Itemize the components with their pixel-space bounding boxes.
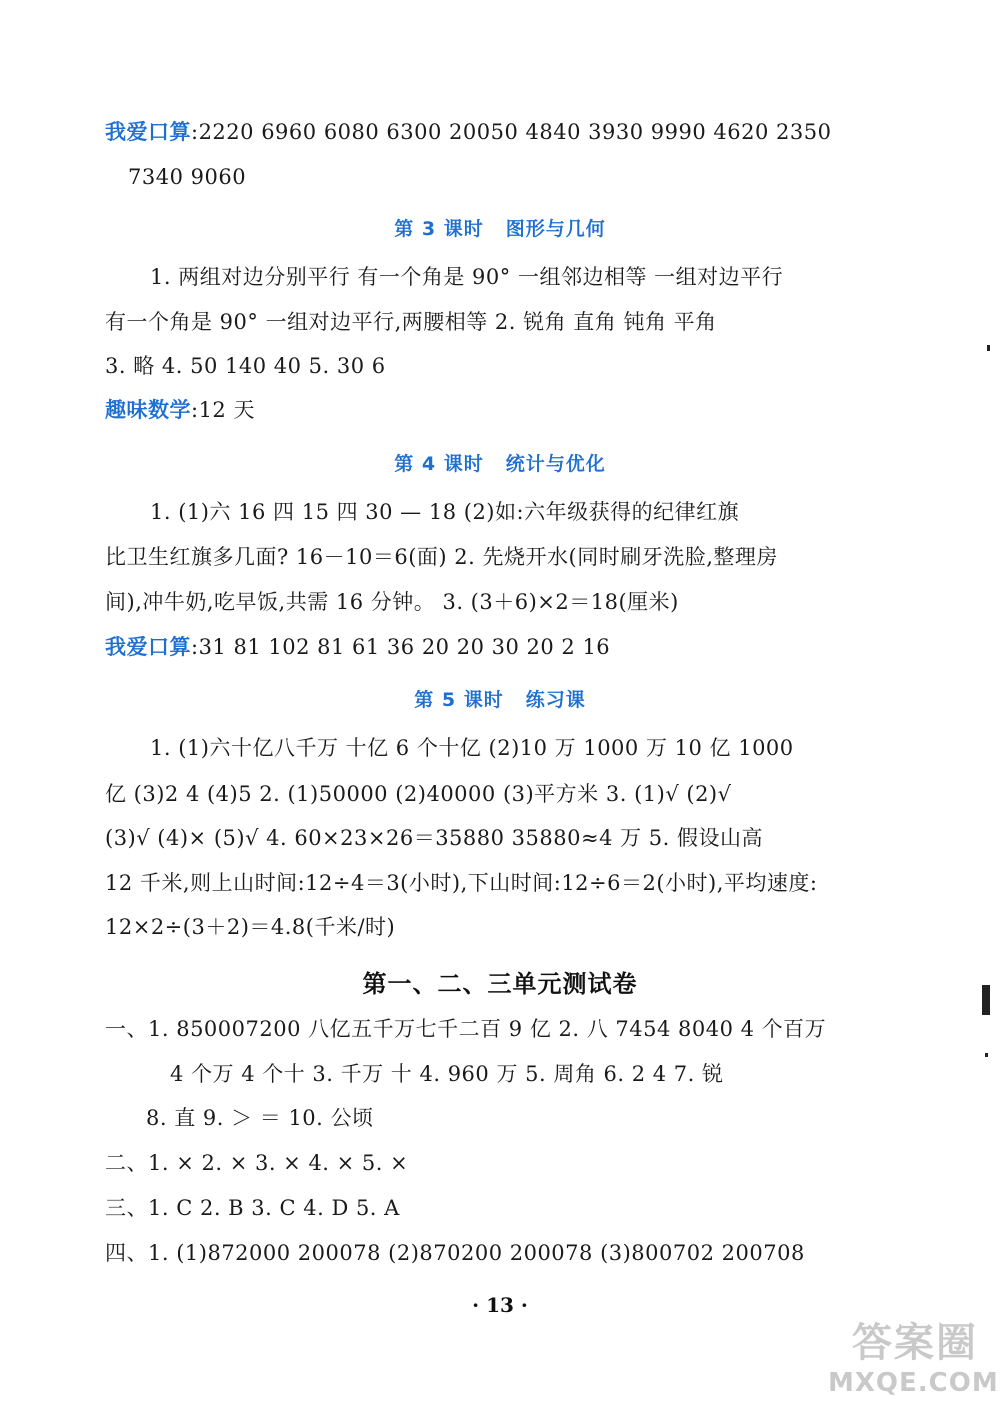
- lesson-4-line-2: 比卫生红旗多几面? 16－10＝6(面) 2. 先烧开水(同时刷牙洗脸,整理房: [105, 545, 778, 569]
- mental-calc-2-values: :31 81 102 81 61 36 20 20 30 20 2 16: [191, 635, 611, 659]
- unit-test-q1-line-1: 一、1. 850007200 八亿五千万七千二百 9 亿 2. 八 7454 8040 4 个百万: [105, 1017, 827, 1041]
- lesson-5-line-3: (3)√ (4)× (5)√ 4. 60×23×26＝35880 35880≈4 万 5. 假设山高: [105, 826, 763, 850]
- lesson-5-line-4: 12 千米,则上山时间:12÷4＝3(小时),下山时间:12÷6＝2(小时),平均速度:: [105, 871, 818, 895]
- mental-calc-2-line: [105, 632, 890, 662]
- mental-calc-line-1: [105, 117, 890, 147]
- unit-test-q2: 二、1. × 2. × 3. × 4. × 5. ×: [105, 1151, 409, 1175]
- lesson-3-number: 第 3 课时: [394, 218, 484, 240]
- lesson-3-heading: [0, 214, 1000, 241]
- fun-math-label: 趣味数学: [105, 398, 191, 422]
- lesson-5-line-1: 1. (1)六十亿八千万 十亿 6 个十亿 (2)10 万 1000 万 10 亿 1000: [150, 736, 794, 760]
- fun-math-value: :12 天: [191, 398, 255, 422]
- lesson-4-line-3: 间),冲牛奶,吃早饭,共需 16 分钟。 3. (3＋6)×2＝18(厘米): [105, 590, 679, 614]
- lesson-3-line-1: 1. 两组对边分别平行 有一个角是 90° 一组邻边相等 一组对边平行: [150, 265, 784, 289]
- unit-test-q3: 三、1. C 2. B 3. C 4. D 5. A: [105, 1196, 400, 1220]
- lesson-4-number: 第 4 课时: [394, 453, 484, 475]
- mental-calc-line-2: 7340 9060: [128, 165, 247, 189]
- lesson-4-line-1: 1. (1)六 16 四 15 四 30 — 18 (2)如:六年级获得的纪律红旗: [150, 500, 740, 524]
- unit-test-title: 第一、二、三单元测试卷: [362, 970, 638, 998]
- watermark-logo-text: 答案圈: [852, 1320, 978, 1366]
- unit-test-q1-line-2: 4 个万 4 个十 3. 千万 十 4. 960 万 5. 周角 6. 2 4 7. 锐: [170, 1062, 724, 1086]
- unit-test-q4: 四、1. (1)872000 200078 (2)870200 200078 (3)800702 200708: [105, 1241, 805, 1265]
- scan-speck: [982, 985, 990, 1015]
- lesson-3-topic: 图形与几何: [505, 218, 606, 240]
- lesson-3-line-3: 3. 略 4. 50 140 40 5. 30 6: [105, 354, 386, 378]
- watermark-url: MXQE.COM: [828, 1368, 999, 1398]
- lesson-5-heading: [0, 685, 1000, 712]
- lesson-4-heading: [0, 449, 1000, 476]
- mental-calc-2-label: 我爱口算: [105, 635, 191, 659]
- unit-test-q1-line-3: 8. 直 9. ＞ ＝ 10. 公顷: [146, 1106, 374, 1130]
- lesson-4-topic: 统计与优化: [505, 453, 606, 475]
- lesson-3-line-2: 有一个角是 90° 一组对边平行,两腰相等 2. 锐角 直角 钝角 平角: [105, 310, 717, 334]
- page-number: · 13 ·: [472, 1293, 528, 1317]
- scan-speck: [985, 1053, 988, 1057]
- watermark: [828, 1318, 999, 1410]
- lesson-5-topic: 练习课: [525, 689, 586, 711]
- mental-calc-values: :2220 6960 6080 6300 20050 4840 3930 9990 4620 2350: [191, 120, 832, 144]
- lesson-5-number: 第 5 课时: [414, 689, 504, 711]
- lesson-5-line-5: 12×2÷(3＋2)＝4.8(千米/时): [105, 915, 396, 939]
- lesson-5-line-2: 亿 (3)2 4 (4)5 2. (1)50000 (2)40000 (3)平方米 3. (1)√ (2)√: [105, 782, 732, 806]
- fun-math-line: [105, 395, 890, 425]
- scan-speck: [987, 345, 990, 351]
- mental-calc-label: 我爱口算: [105, 120, 191, 144]
